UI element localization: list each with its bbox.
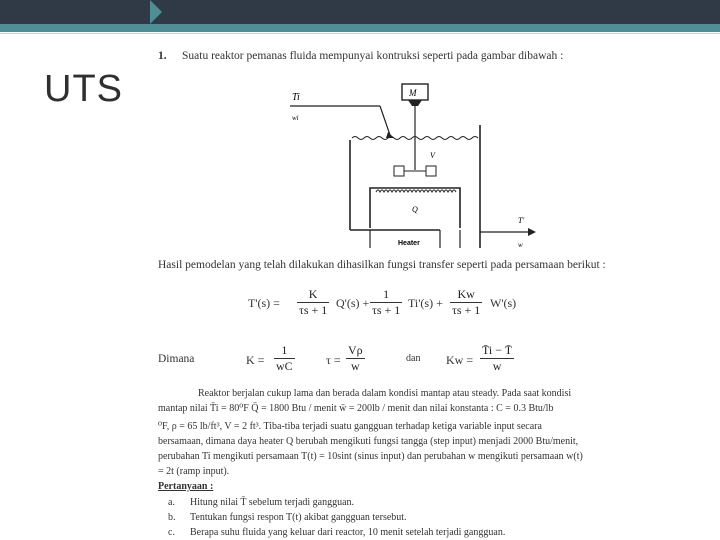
- slide-arrow-decoration: [150, 0, 162, 24]
- label-volume: V: [430, 151, 435, 160]
- tf-ti: Ti'(s) +: [408, 296, 443, 310]
- question-b-text: Tentukan fungsi respon T(t) akibat gangguan tersebut.: [190, 512, 407, 523]
- top-bar: [0, 0, 720, 24]
- paragraph-line-3: ⁰F, ρ = 65 lb/ft³, V = 2 ft³. Tiba-tiba terjadi suatu gangguan terhadap ketiga variable input secara: [158, 421, 542, 432]
- tf-lhs: T'(s) =: [248, 296, 280, 310]
- where-and: dan: [406, 353, 421, 364]
- problem-document: [150, 40, 720, 540]
- paragraph-line-1: Reaktor berjalan cukup lama dan berada dalam kondisi mantap atau steady. Pada saat kondisi: [198, 388, 572, 399]
- question-a-label: a.: [168, 497, 175, 508]
- paragraph-line-5: perubahan Ti mengikuti persamaan T(t) = 10sint (sinus input) dan perubahan w mengikuti persamaan w(t): [158, 451, 583, 462]
- questions-header: Pertanyaan :: [158, 481, 214, 492]
- where-kw-num: T̄i − T̄: [482, 343, 513, 357]
- where-tau-num: Vρ: [348, 343, 363, 357]
- stirrer-blade-left: [394, 166, 404, 176]
- question-b-label: b.: [168, 512, 176, 523]
- reactor-diagram: [280, 80, 540, 250]
- where-kw-frac: [480, 343, 514, 374]
- tf-one-den: τs + 1: [372, 303, 401, 317]
- heater-windings: [376, 190, 456, 192]
- label-motor: M: [409, 88, 417, 98]
- where-k-den: wC: [276, 359, 293, 373]
- tf-frac-kw: [450, 287, 482, 318]
- problem-number: 1.: [158, 50, 167, 62]
- where-k-num: 1: [274, 343, 295, 359]
- tf-k-num: K: [297, 287, 329, 303]
- inlet-drop: [380, 106, 390, 135]
- where-tau-frac: [346, 343, 365, 374]
- where-k-lhs: K =: [246, 353, 265, 367]
- outlet-arrow-icon: [528, 228, 536, 236]
- label-inlet-temp: Ti: [292, 92, 300, 103]
- question-c-text: Berapa suhu fluida yang keluar dari reactor, 10 menit setelah terjadi gangguan.: [190, 527, 506, 538]
- tf-kw-den: τs + 1: [452, 303, 481, 317]
- where-tau-lhs: τ =: [326, 353, 341, 367]
- label-inlet-flow: wi: [292, 114, 299, 122]
- label-heat: Q: [412, 205, 418, 214]
- slide-title: UTS: [44, 68, 123, 110]
- question-c-label: c.: [168, 527, 175, 538]
- paragraph-line-4: bersamaan, dimana daya heater Q berubah mengikuti fungsi tangga (step input) menjadi 2000 Btu/menit,: [158, 436, 579, 447]
- tf-one-num: 1: [370, 287, 402, 303]
- label-outlet-flow: w: [518, 241, 523, 249]
- tf-frac-one: [370, 287, 402, 318]
- problem-intro: Suatu reaktor pemanas fluida mempunyai kontruksi seperti pada gambar dibawah :: [182, 50, 564, 62]
- where-kw-den: w: [492, 359, 502, 373]
- where-k-frac: [274, 343, 295, 374]
- accent-bar: [0, 24, 720, 32]
- where-tau-den: w: [350, 359, 360, 373]
- label-outlet-temp: T': [518, 216, 525, 225]
- tf-kw-num: Kw: [450, 287, 482, 303]
- label-heater: Heater: [398, 240, 420, 247]
- model-intro: Hasil pemodelan yang telah dilakukan dihasilkan fungsi transfer seperti pada persamaan berikut :: [158, 259, 606, 271]
- tf-k-den: τs + 1: [299, 303, 328, 317]
- motor-base: [408, 100, 422, 106]
- where-kw-lhs: Kw =: [446, 353, 474, 367]
- question-a-text: Hitung nilai T̄ sebelum terjadi gangguan.: [190, 497, 355, 508]
- tf-q: Q'(s) +: [336, 296, 370, 310]
- tf-frac-k: [297, 287, 329, 318]
- stirrer-blade-right: [426, 166, 436, 176]
- paragraph-line-6: = 2t (ramp input).: [158, 466, 230, 477]
- accent-line: [0, 33, 720, 34]
- paragraph-line-2: mantap nilai T̄i = 80⁰F Q̄ = 1800 Btu / menit w̄ = 200lb / menit dan nilai konstanta : C = 0.3 Btu/lb: [158, 403, 554, 414]
- tf-w: W'(s): [490, 296, 517, 310]
- where-label: Dimana: [158, 353, 195, 365]
